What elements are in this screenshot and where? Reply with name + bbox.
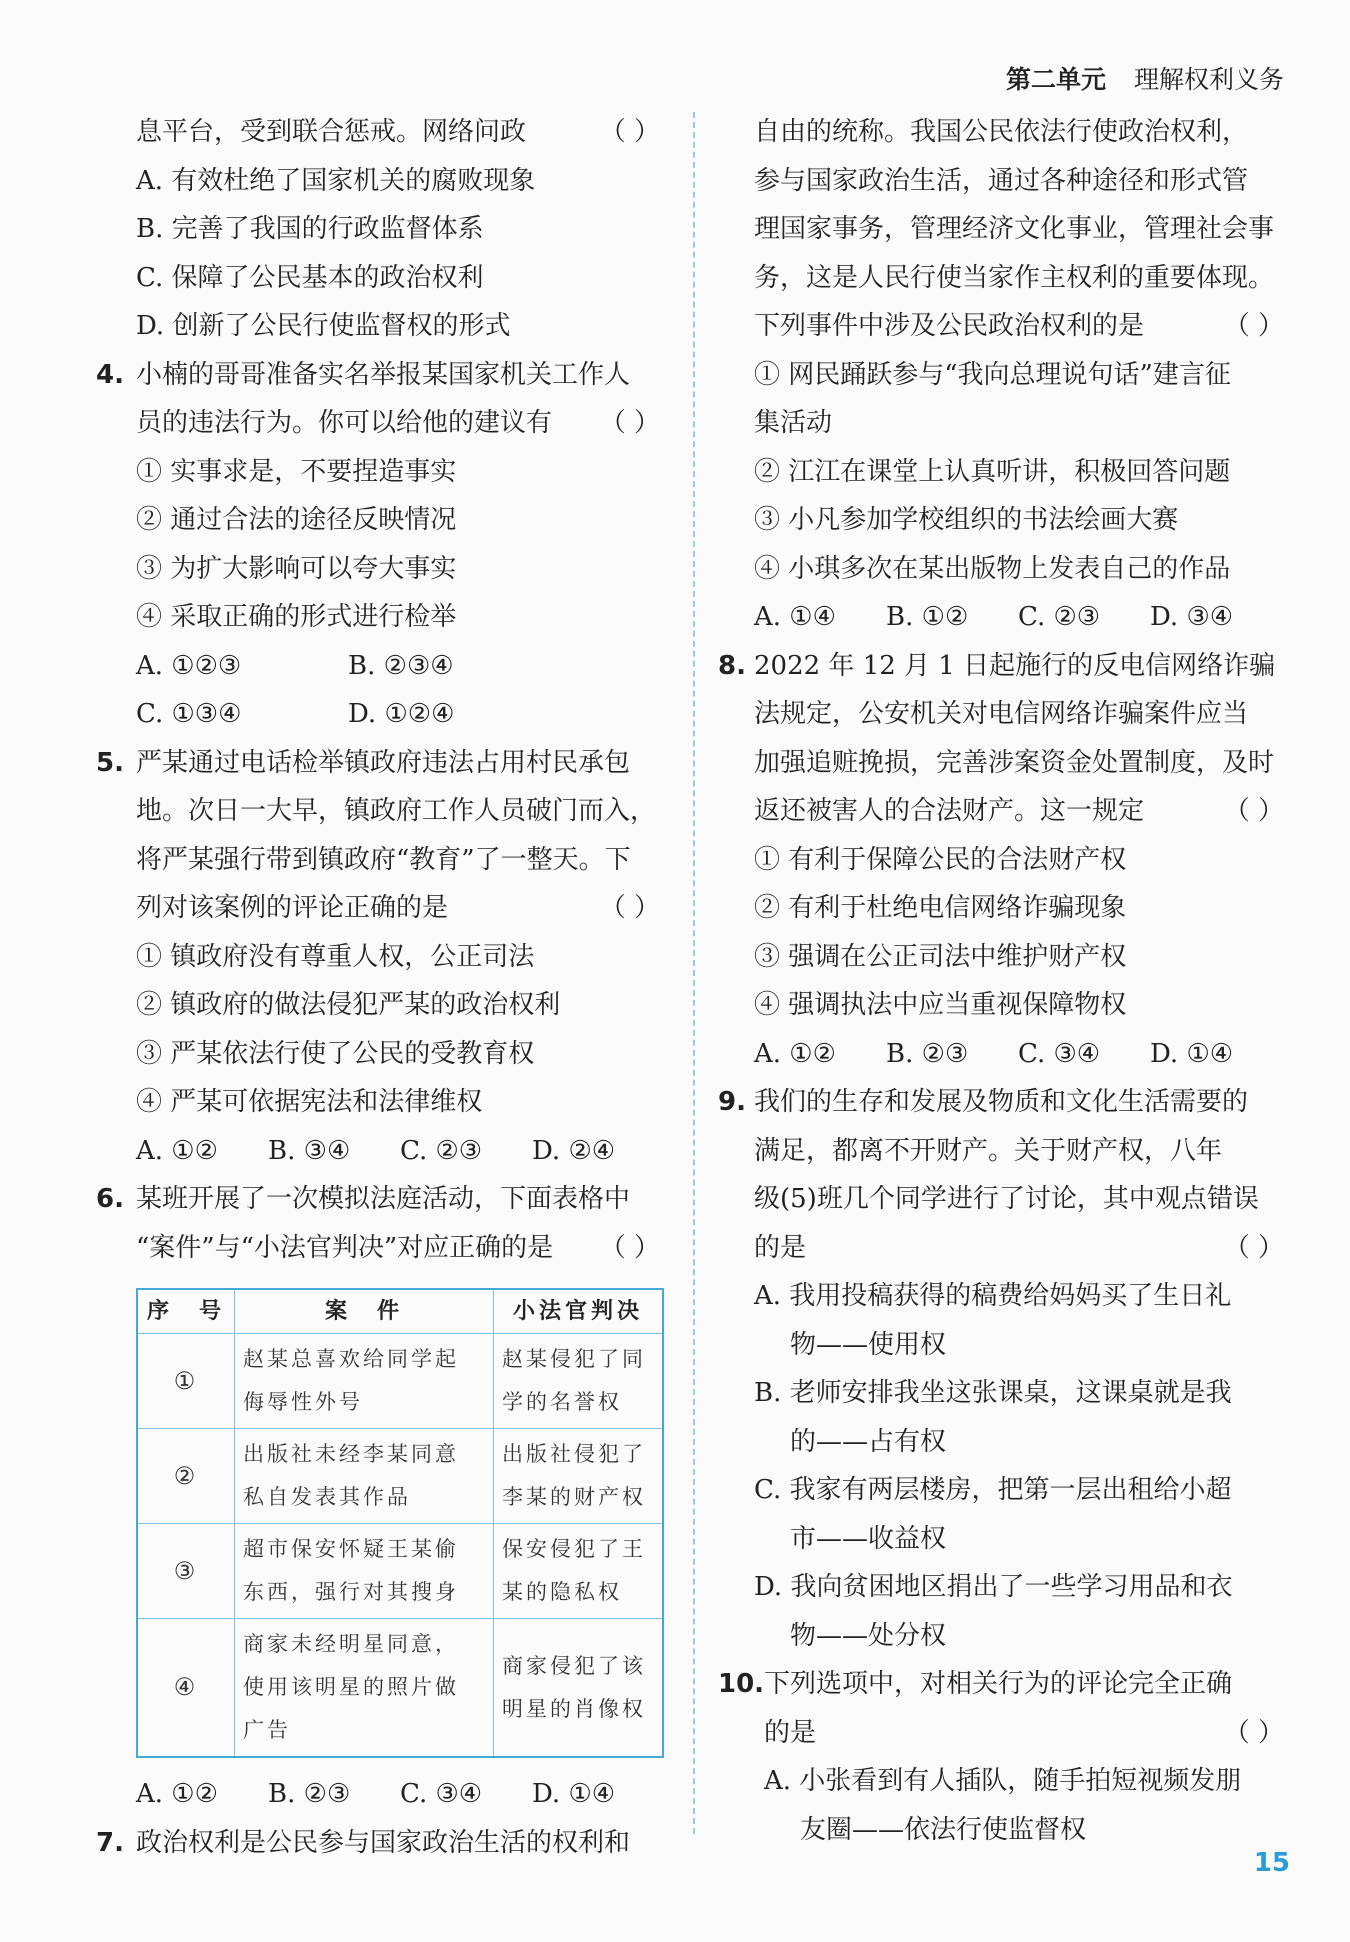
question-text: 级(5)班几个同学进行了讨论，其中观点错误 bbox=[754, 1184, 1259, 1214]
cell-line: 赵某侵犯了同 bbox=[502, 1347, 646, 1371]
option: D. ①②④ bbox=[348, 699, 455, 729]
cell-line: 明星的肖像权 bbox=[502, 1696, 646, 1721]
question-text: 满足，都离不开财产。关于财产权，八年 bbox=[754, 1135, 1223, 1166]
verdict-cell bbox=[494, 1334, 664, 1429]
column-header: 小法官判决 bbox=[494, 1289, 664, 1334]
question-7-tail bbox=[718, 108, 1290, 642]
question-number: 10. bbox=[718, 1669, 765, 1699]
question-4 bbox=[96, 351, 666, 739]
question-8 bbox=[718, 642, 1290, 1079]
question-text: 理国家事务，管理经济文化事业，管理社会事 bbox=[754, 214, 1275, 244]
option: C. ①③④ bbox=[136, 699, 242, 729]
question-text: 下列事件中涉及公民政治权利的是 bbox=[754, 311, 1145, 341]
option-continued: 物——使用权 bbox=[790, 1329, 947, 1360]
page-header bbox=[1006, 60, 1284, 96]
option: B. ②③ bbox=[268, 1779, 351, 1809]
option: A. ①④ bbox=[754, 602, 836, 632]
answer-bracket: （ ） bbox=[599, 117, 660, 147]
option: B. ①② bbox=[886, 602, 969, 632]
question-text: 的是 bbox=[764, 1717, 817, 1748]
option-continued: 市——收益权 bbox=[790, 1523, 947, 1554]
left-column bbox=[96, 108, 666, 1867]
unit-title: 理解权利义务 bbox=[1133, 65, 1284, 94]
statement: ① 网民踊跃参与“我向总理说句话”建言征 bbox=[754, 359, 1231, 390]
case-cell bbox=[235, 1334, 494, 1429]
cell-line: 侮辱性外号 bbox=[243, 1390, 363, 1414]
option: D. ③④ bbox=[1150, 602, 1234, 632]
verdict-cell bbox=[494, 1619, 664, 1758]
question-text: 列对该案例的评论正确的是 bbox=[136, 893, 449, 923]
verdict-cell bbox=[494, 1524, 664, 1619]
table-row bbox=[137, 1429, 663, 1524]
option: C. 保障了公民基本的政治权利 bbox=[136, 262, 484, 293]
cell-line: 赵某总喜欢给同学起 bbox=[243, 1347, 459, 1371]
statement: ② 江江在课堂上认真听讲，积极回答问题 bbox=[754, 456, 1231, 487]
statement: ④ 小琪多次在某出版物上发表自己的作品 bbox=[754, 553, 1231, 584]
unit-label: 第二单元 bbox=[1006, 65, 1107, 94]
option: A. 有效杜绝了国家机关的腐败现象 bbox=[136, 165, 536, 196]
statement: ② 镇政府的做法侵犯严某的政治权利 bbox=[136, 990, 561, 1020]
statement: ① 实事求是，不要捏造事实 bbox=[136, 456, 457, 487]
statement: ① 有利于保障公民的合法财产权 bbox=[754, 844, 1127, 875]
question-number: 5. bbox=[96, 747, 124, 778]
statement: ④ 采取正确的形式进行检举 bbox=[136, 602, 457, 632]
question-number: 7. bbox=[96, 1827, 124, 1858]
question-text: 某班开展了一次模拟法庭活动，下面表格中 bbox=[136, 1184, 631, 1214]
statement: ③ 为扩大影响可以夸大事实 bbox=[136, 553, 457, 584]
case-cell bbox=[235, 1619, 494, 1758]
row-number: ① bbox=[137, 1334, 235, 1429]
question-text: 员的违法行为。你可以给他的建议有 bbox=[136, 408, 553, 438]
question-10 bbox=[718, 1660, 1290, 1854]
right-column bbox=[718, 108, 1290, 1854]
question-number: 4. bbox=[96, 359, 124, 390]
option: D. 创新了公民行使监督权的形式 bbox=[136, 311, 511, 341]
question-text: 务，这是人民行使当家作主权利的重要体现。 bbox=[754, 262, 1275, 293]
table-row bbox=[137, 1334, 663, 1429]
row-number: ③ bbox=[137, 1524, 235, 1619]
option: A. ①② bbox=[754, 1038, 836, 1069]
answer-bracket: （ ） bbox=[599, 1232, 660, 1263]
option: C. ②③ bbox=[1018, 602, 1101, 632]
case-table bbox=[136, 1288, 664, 1758]
question-3-tail bbox=[96, 108, 666, 351]
cell-line: 东西，强行对其搜身 bbox=[243, 1580, 459, 1604]
cell-line: 超市保安怀疑王某偷 bbox=[243, 1537, 459, 1561]
question-9 bbox=[718, 1078, 1290, 1660]
option: C. ③④ bbox=[1018, 1038, 1101, 1069]
question-text: 加强追赃挽损，完善涉案资金处置制度，及时 bbox=[754, 747, 1275, 778]
statement: ② 通过合法的途径反映情况 bbox=[136, 505, 457, 535]
option: A. ①② bbox=[136, 1779, 218, 1809]
answer-bracket: （ ） bbox=[1223, 311, 1284, 341]
cell-line: 商家侵犯了该 bbox=[502, 1653, 646, 1678]
page-number: 15 bbox=[1253, 1848, 1290, 1878]
option: C. ②③ bbox=[400, 1135, 483, 1166]
cell-line: 出版社未经李某同意 bbox=[243, 1442, 459, 1466]
statement: ② 有利于杜绝电信网络诈骗现象 bbox=[754, 893, 1127, 923]
answer-bracket: （ ） bbox=[1223, 796, 1284, 826]
verdict-cell bbox=[494, 1429, 664, 1524]
option: C. 我家有两层楼房，把第一层出租给小超 bbox=[754, 1475, 1232, 1505]
answer-bracket: （ ） bbox=[1223, 1232, 1284, 1263]
column-header: 序 号 bbox=[137, 1289, 235, 1334]
option: D. 我向贫困地区捐出了一些学习用品和衣 bbox=[754, 1572, 1233, 1602]
question-text: 息平台，受到联合惩戒。网络问政 bbox=[136, 117, 527, 147]
question-text: 小楠的哥哥准备实名举报某国家机关工作人 bbox=[136, 359, 631, 390]
answer-bracket: （ ） bbox=[1223, 1717, 1284, 1748]
statement: ③ 强调在公正司法中维护财产权 bbox=[754, 941, 1127, 972]
question-text: 政治权利是公民参与国家政治生活的权利和 bbox=[136, 1827, 631, 1858]
statement: ③ 小凡参加学校组织的书法绘画大赛 bbox=[754, 505, 1179, 535]
question-6 bbox=[96, 1175, 666, 1819]
option: B. 老师安排我坐这张课桌，这课桌就是我 bbox=[754, 1378, 1232, 1408]
question-text: 返还被害人的合法财产。这一规定 bbox=[754, 796, 1145, 826]
option-continued: 的——占有权 bbox=[790, 1426, 947, 1457]
question-text: 的是 bbox=[754, 1232, 807, 1263]
option: A. 我用投稿获得的稿费给妈妈买了生日礼 bbox=[754, 1281, 1232, 1311]
cell-line: 保安侵犯了王 bbox=[502, 1537, 646, 1561]
option: A. ①②③ bbox=[136, 650, 242, 681]
question-text: 将严某强行带到镇政府“教育”了一整天。下 bbox=[136, 844, 631, 875]
option-continued: 友圈——依法行使监督权 bbox=[800, 1814, 1087, 1845]
question-number: 8. bbox=[718, 650, 746, 681]
answer-bracket: （ ） bbox=[599, 408, 660, 438]
question-text: 自由的统称。我国公民依法行使政治权利， bbox=[754, 117, 1249, 147]
statement: ① 镇政府没有尊重人权，公正司法 bbox=[136, 941, 535, 972]
cell-line: 私自发表其作品 bbox=[243, 1485, 411, 1509]
question-text: 2022 年 12 月 1 日起施行的反电信网络诈骗 bbox=[754, 650, 1276, 681]
statement: ④ 强调执法中应当重视保障物权 bbox=[754, 990, 1127, 1020]
cell-line: 学的名誉权 bbox=[502, 1390, 622, 1414]
row-number: ④ bbox=[137, 1619, 235, 1758]
question-text: 地。次日一大早，镇政府工作人员破门而入， bbox=[136, 796, 657, 826]
cell-line: 某的隐私权 bbox=[502, 1580, 622, 1604]
option: C. ③④ bbox=[400, 1779, 483, 1809]
question-text: 法规定，公安机关对电信网络诈骗案件应当 bbox=[754, 699, 1249, 729]
case-cell bbox=[235, 1524, 494, 1619]
column-header: 案 件 bbox=[235, 1289, 494, 1334]
cell-line: 广告 bbox=[243, 1718, 291, 1742]
question-text: 我们的生存和发展及物质和文化生活需要的 bbox=[754, 1087, 1249, 1117]
option: B. ③④ bbox=[268, 1135, 351, 1166]
option: D. ②④ bbox=[532, 1135, 616, 1166]
row-number: ② bbox=[137, 1429, 235, 1524]
answer-bracket: （ ） bbox=[599, 893, 660, 923]
option-continued: 物——处分权 bbox=[790, 1620, 947, 1651]
option: A. ①② bbox=[136, 1135, 218, 1166]
cell-line: 出版社侵犯了 bbox=[502, 1442, 646, 1466]
question-number: 6. bbox=[96, 1184, 124, 1214]
statement: ④ 严某可依据宪法和法律维权 bbox=[136, 1087, 483, 1117]
cell-line: 使用该明星的照片做 bbox=[243, 1675, 459, 1699]
question-text: 下列选项中，对相关行为的评论完全正确 bbox=[764, 1669, 1233, 1699]
question-text: “案件”与“小法官判决”对应正确的是 bbox=[136, 1232, 554, 1263]
question-7-head bbox=[96, 1819, 666, 1868]
option: D. ①④ bbox=[1150, 1038, 1234, 1069]
question-text: 参与国家政治生活，通过各种途径和形式管 bbox=[754, 165, 1249, 196]
column-divider bbox=[693, 112, 695, 1834]
option: B. 完善了我国的行政监督体系 bbox=[136, 214, 484, 244]
question-number: 9. bbox=[718, 1087, 746, 1117]
cell-line: 李某的财产权 bbox=[502, 1485, 646, 1509]
statement: 集活动 bbox=[754, 408, 833, 438]
statement: ③ 严某依法行使了公民的受教育权 bbox=[136, 1038, 535, 1069]
case-cell bbox=[235, 1429, 494, 1524]
question-text: 严某通过电话检举镇政府违法占用村民承包 bbox=[136, 747, 631, 778]
cell-line: 商家未经明星同意， bbox=[243, 1632, 459, 1656]
option: A. 小张看到有人插队，随手拍短视频发朋 bbox=[764, 1766, 1242, 1796]
table-header-row bbox=[137, 1289, 663, 1334]
option: D. ①④ bbox=[532, 1779, 616, 1809]
table-row bbox=[137, 1524, 663, 1619]
option: B. ②③④ bbox=[348, 650, 454, 681]
table-row bbox=[137, 1619, 663, 1758]
option: B. ②③ bbox=[886, 1038, 969, 1069]
question-5 bbox=[96, 739, 666, 1176]
